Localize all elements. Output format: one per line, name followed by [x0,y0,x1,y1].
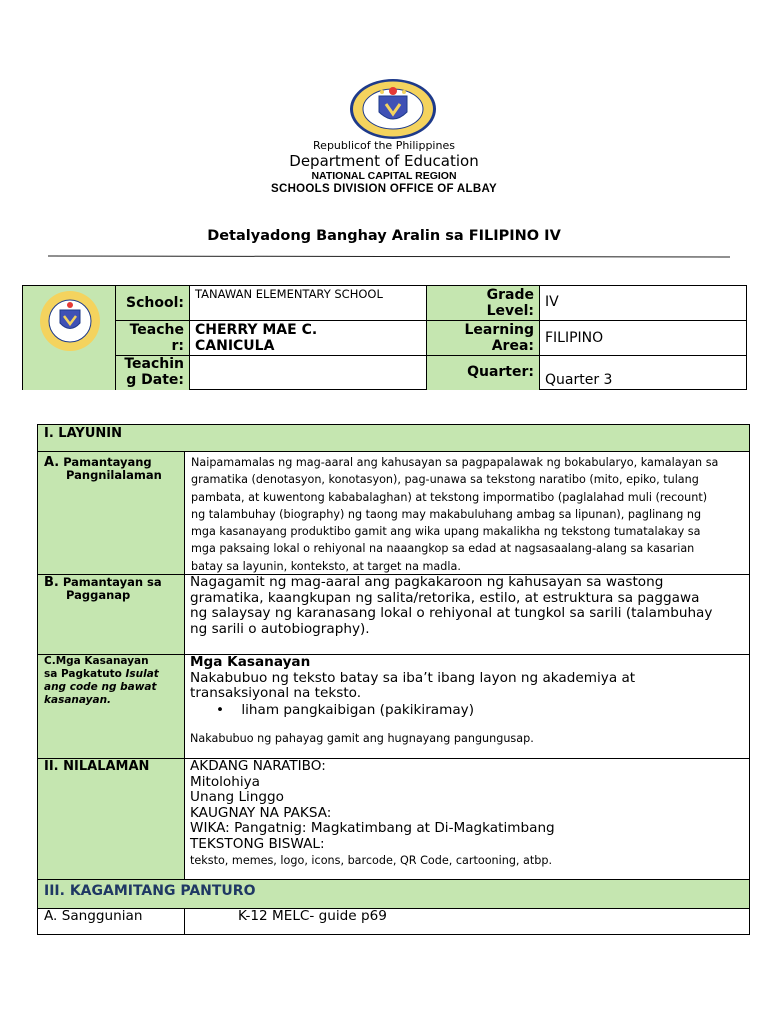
b-letter: B. [44,575,59,590]
nilalaman-line: WIKA: Pangatnig: Magkatimbang at Di-Magkatimbang [190,820,555,836]
nilalaman-line: TEKSTONG BISWAL: [190,835,325,852]
nilalaman-label-cell [38,759,185,879]
c-label-cell [38,655,185,758]
b-content-cell [185,575,749,654]
a-content-line: ng talambuhay (biography) ng taong may makabuluhang ambag sa lipunan), paglinang ng [191,507,702,521]
a-content-line: Naipamamalas ng mag-aaral ang kahusayan sa pagpapalawak ng bokabularyo, kamalayan sa [191,456,719,469]
nilalaman-line: Unang Linggo [190,789,285,805]
area-label-line1: Learning [464,322,534,338]
info-table [22,285,747,390]
department-name: Department of Education [289,152,479,170]
sanggunian-label: A. Sanggunian [44,908,143,924]
layunin-heading: I. LAYUNIN [44,426,122,441]
c-label-line2b: Isulat [125,668,159,680]
grade-label-cell [427,286,540,321]
quarter-value: Quarter 3 [545,372,613,388]
b-content-line: ng sarili o autobiography). [190,620,370,637]
date-label-cell [116,356,190,390]
a-content-line: gramatika (denotasyon, konotasyon), pag-unawa sa tekstong naratibo (mito, epiko, tulang [191,473,699,487]
nilalaman-line: AKDANG NARATIBO: [190,758,326,774]
c-text-3: Nakabubuo ng pahayag gamit ang hugnayang pangungusap. [190,732,534,745]
document-title: Detalyadong Banghay Aralin sa FILIPINO IV [207,228,561,244]
mga-kasanayan-row [38,655,749,759]
grade-label-line1: Grade [486,287,534,303]
sanggunian-value: K-12 MELC- guide p69 [238,908,387,924]
division-name: SCHOOLS DIVISION OFFICE OF ALBAY [271,183,497,195]
quarter-label: Quarter: [467,364,534,380]
sanggunian-label-cell [38,909,185,935]
area-label-cell [427,321,540,356]
school-value: TANAWAN ELEMENTARY SCHOOL [195,287,383,301]
deped-seal-icon [349,78,437,140]
deped-seal-small-icon [39,290,101,352]
b-label-cell [38,575,185,654]
a-content-cell [185,452,749,574]
grade-value: IV [545,294,559,310]
b-label-line1: Pamantayan sa [62,575,162,589]
area-value: FILIPINO [545,330,604,346]
c-label-line3: ang code ng bawat [44,681,157,693]
teacher-value-line1: CHERRY MAE C. [195,322,318,338]
nilalaman-line: KAUGNAY NA PAKSA: [190,804,332,821]
kagamitan-row [38,880,749,909]
a-content-text [185,452,749,577]
teacher-value-cell [190,321,427,356]
sanggunian-content-cell [185,909,749,935]
date-value-cell [190,356,427,390]
school-label-cell [116,286,190,321]
b-content-text [185,575,749,637]
grade-value-cell [540,286,747,321]
grade-label-line2: Level: [486,303,534,319]
teacher-label-line2: r: [171,338,184,354]
kagamitan-heading: III. KAGAMITANG PANTURO [44,883,256,899]
b-content-line: Nagagamit ng mag-aaral ang pagkakaroon ng kahusayan sa wastong [190,574,664,590]
a-label-line1: Pamantayang [63,455,152,469]
b-content-line: ng salaysay ng karanasang lokal o rehiyonal at tungkol sa sarili (talambuhay [190,605,713,621]
pamantayang-pangnilalaman-row [38,452,749,575]
c-bullet-text: liham pangkaibigan (pakikiramay) [241,701,475,718]
c-heading: Mga Kasanayan [190,654,311,670]
b-content-line: gramatika, kaangkupan ng salita/retorika, estilo, at estruktura sa paggawa [190,589,700,606]
nilalaman-content-cell [185,759,749,879]
lesson-plan-table [37,424,750,935]
c-text-2: transaksiyonal na teksto. [190,685,362,701]
a-content-line: batay sa layunin, konteksto, at target na madla. [191,559,461,573]
a-content-line: mga paksaing lokal o rehiyonal na naaangkop sa edad at nagsasaalang-alang sa kasarian [191,542,695,556]
a-content-line: pambata, at kuwentong kababalaghan) at tekstong impormatibo (paglalahad muli (recount) [191,490,708,504]
nilalaman-small-text: teksto, memes, logo, icons, barcode, QR Code, cartooning, atbp. [190,854,553,867]
title-divider [48,256,730,258]
date-label-line2: g Date: [126,372,184,388]
c-label-line2: sa Pagkatuto [44,668,122,680]
nilalaman-heading: II. NILALAMAN [44,759,150,774]
nilalaman-line: Mitolohiya [190,773,261,790]
quarter-label-cell [427,356,540,390]
a-label-cell [38,452,185,574]
c-bullet-item [190,703,744,719]
teacher-label-cell [116,321,190,356]
layunin-row [38,425,749,452]
c-content-cell [185,655,749,758]
teacher-value-line2: CANICULA [195,338,275,354]
teacher-label-line1: Teache [129,322,184,338]
date-label-line1: Teachin [124,356,184,372]
nilalaman-content-text [185,759,749,852]
school-value-cell [190,286,427,321]
sanggunian-row [38,909,749,935]
c-label-line1: C.Mga Kasanayan [44,655,149,667]
logo-cell [23,286,116,390]
a-content-line: mga kasanayang produktibo gamit ang wika upang makalikha ng tekstong tumatalakay sa [191,525,701,539]
bullet-icon: • [216,701,225,718]
area-label-line2: Area: [491,338,534,354]
a-letter: A. [44,455,60,470]
a-label-line2: Pangnilalaman [66,468,162,482]
c-label-line4: kasanayan. [44,694,112,706]
b-label-line2: Pagganap [66,588,131,602]
republic-line: Republicof the Philippines [313,139,455,152]
nilalaman-row [38,759,749,880]
quarter-value-cell [540,356,747,390]
school-label: School: [126,295,184,311]
region-name: NATIONAL CAPITAL REGION [311,170,457,182]
pamantayan-sa-pagganap-row [38,575,749,655]
c-text-1: Nakabubuo ng teksto batay sa iba’t ibang layon ng akademiya at [190,669,636,686]
area-value-cell [540,321,747,356]
